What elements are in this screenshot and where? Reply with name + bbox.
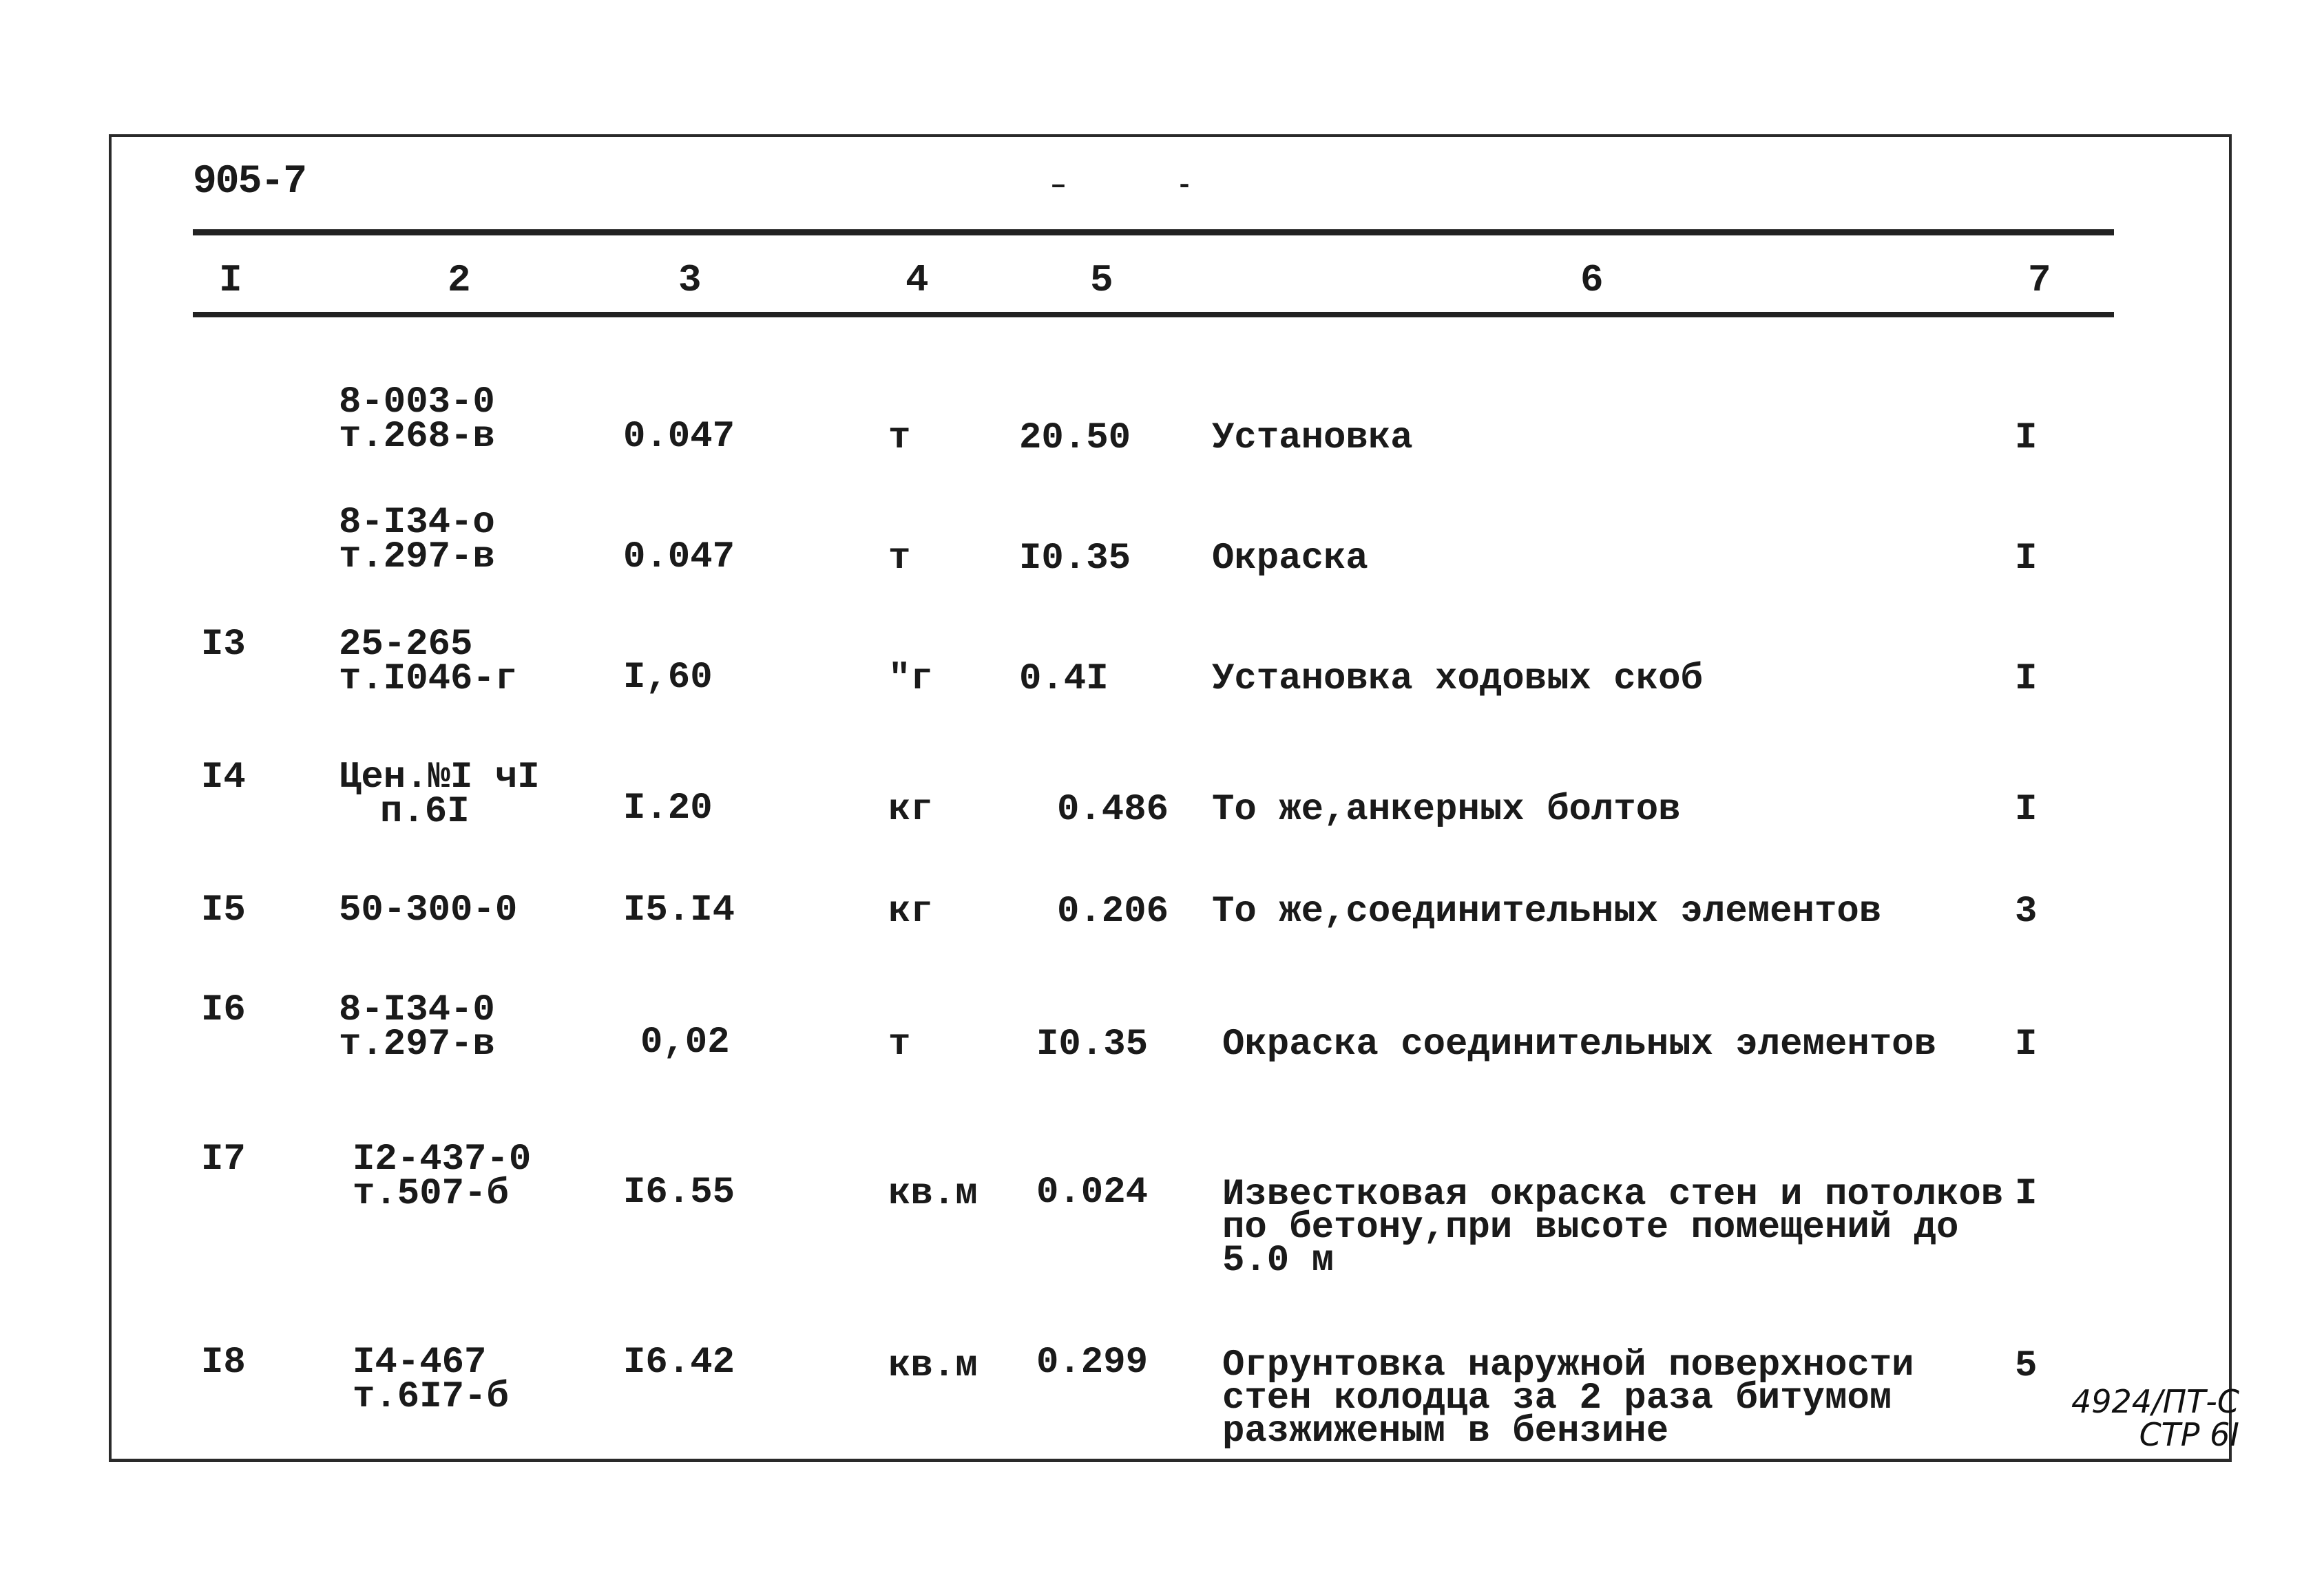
row-price: I0.35 [1036,1024,1149,1066]
row-number: I8 [201,1342,246,1384]
row-code: I4-467 т.6I7-б [353,1342,509,1418]
row-quantity: I,60 [623,657,713,699]
row-quantity: I5.I4 [623,889,735,931]
row-quantity: I6.55 [623,1172,735,1214]
row-unit: т [888,538,911,580]
row-price: 20.50 [1019,417,1131,459]
row-code: 25-265 т.I046-г [339,624,518,700]
row-code: 8-I34-0 т.297-в [339,989,495,1066]
row-number: I4 [201,757,246,799]
row-description: То же,анкерных болтов [1212,789,1681,831]
row-quantity: I.20 [623,788,713,830]
row-col7: 5 [2015,1345,2038,1387]
row-description: Огрунтовка наружной поверхности стен колодца за 2 раза битумом разжиженым в бензине [1222,1344,1914,1453]
row-unit: кв.м [888,1173,978,1215]
row-code: Цен.№I чI п.6I [339,757,540,833]
page-stamp: 4924/ПТ-С СТР 6I [2071,1383,2239,1453]
row-description: Установка ходовых скоб [1212,658,1703,700]
row-price: 0.4I [1019,658,1109,700]
row-unit: кв.м [888,1345,978,1387]
row-number: I6 [201,989,246,1031]
row-unit: кг [888,891,933,933]
row-col7: I [2015,658,2038,700]
column-header-5: 5 [1090,258,1113,302]
row-price: 0.024 [1036,1172,1149,1214]
row-code: 50-300-0 [339,889,518,931]
row-price: 0.299 [1036,1342,1149,1384]
row-unit: "г [888,658,933,700]
row-price: I0.35 [1019,538,1131,580]
column-header-2: 2 [448,258,471,302]
header-dash-2: - [1176,171,1193,202]
row-code: 8-I34-о т.297-в [339,502,495,578]
row-col7: I [2015,789,2038,831]
row-col7: 3 [2015,891,2038,933]
row-description: Установка [1212,417,1413,459]
row-description: Известковая окраска стен и потолков по бетону,при высоте помещений до 5.0 м [1222,1174,2004,1282]
row-unit: т [888,1024,911,1066]
column-header-1: I [219,258,242,302]
row-number: I7 [201,1139,246,1181]
row-description: Окраска [1212,538,1368,580]
row-description: То же,соединительных элементов [1212,891,1882,933]
row-quantity: 0.047 [623,416,735,458]
row-number: I3 [201,624,246,666]
column-header-6: 6 [1580,258,1604,302]
row-price: 0.206 [1057,891,1169,933]
row-col7: I [2015,538,2038,580]
row-code: 8-003-0 т.268-в [339,381,495,458]
table-header-rule [193,312,2114,317]
row-unit: т [888,417,911,459]
row-description: Окраска соединительных элементов [1222,1024,1936,1066]
row-quantity: I6.42 [623,1342,735,1384]
document-code: 905-7 [193,160,306,204]
table-top-rule [193,229,2114,235]
column-header-3: 3 [678,258,702,302]
header-dash-1: – [1050,171,1067,202]
row-code: I2-437-0 т.507-б [353,1139,532,1215]
row-quantity: 0,02 [640,1022,730,1064]
row-quantity: 0.047 [623,536,735,578]
column-header-7: 7 [2028,258,2051,302]
column-header-4: 4 [905,258,929,302]
row-price: 0.486 [1057,789,1169,831]
row-col7: I [2015,417,2038,459]
row-col7: I [2015,1173,2038,1215]
row-number: I5 [201,889,246,931]
row-unit: кг [888,789,933,831]
row-col7: I [2015,1024,2038,1066]
